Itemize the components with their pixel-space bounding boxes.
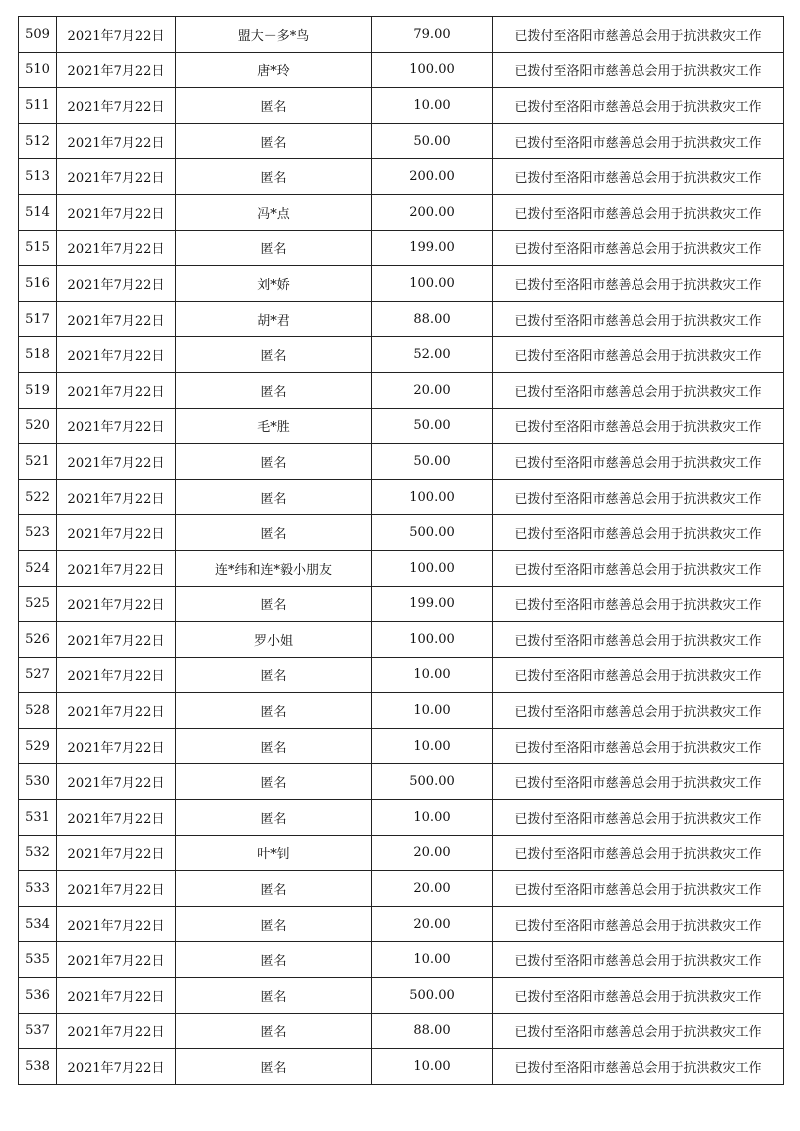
row-number: 516: [19, 266, 57, 302]
table-row: [19, 52, 784, 88]
donation-date: 2021年7月22日: [57, 88, 176, 124]
donor-name: 匿名: [176, 159, 372, 195]
donation-amount: 100.00: [372, 479, 493, 515]
donation-amount: 10.00: [372, 693, 493, 729]
table-row: [19, 942, 784, 978]
allocation-note: 已拨付至洛阳市慈善总会用于抗洪救灾工作: [493, 728, 784, 764]
donation-amount: 100.00: [372, 52, 493, 88]
table-row: [19, 1049, 784, 1085]
row-number: 517: [19, 301, 57, 337]
donation-date: 2021年7月22日: [57, 1013, 176, 1049]
allocation-note: 已拨付至洛阳市慈善总会用于抗洪救灾工作: [493, 408, 784, 444]
donation-date: 2021年7月22日: [57, 194, 176, 230]
donor-name: 匿名: [176, 123, 372, 159]
row-number: 520: [19, 408, 57, 444]
donor-name: 匿名: [176, 1049, 372, 1085]
donor-name: 盟大－多*鸟: [176, 17, 372, 53]
allocation-note: 已拨付至洛阳市慈善总会用于抗洪救灾工作: [493, 1049, 784, 1085]
donor-name: 罗小姐: [176, 622, 372, 658]
table-row: [19, 230, 784, 266]
donation-date: 2021年7月22日: [57, 550, 176, 586]
allocation-note: 已拨付至洛阳市慈善总会用于抗洪救灾工作: [493, 301, 784, 337]
donation-amount: 200.00: [372, 194, 493, 230]
table-row: [19, 871, 784, 907]
donation-date: 2021年7月22日: [57, 515, 176, 551]
donation-date: 2021年7月22日: [57, 123, 176, 159]
table-row: [19, 515, 784, 551]
table-row: [19, 978, 784, 1014]
donor-name: 连*纬和连*毅小朋友: [176, 550, 372, 586]
donor-name: 匿名: [176, 1013, 372, 1049]
table-row: [19, 408, 784, 444]
donation-date: 2021年7月22日: [57, 408, 176, 444]
donation-amount: 10.00: [372, 800, 493, 836]
allocation-note: 已拨付至洛阳市慈善总会用于抗洪救灾工作: [493, 906, 784, 942]
row-number: 532: [19, 835, 57, 871]
donation-amount: 199.00: [372, 586, 493, 622]
donation-date: 2021年7月22日: [57, 728, 176, 764]
donation-amount: 100.00: [372, 622, 493, 658]
donation-date: 2021年7月22日: [57, 657, 176, 693]
donation-date: 2021年7月22日: [57, 906, 176, 942]
donor-name: 毛*胜: [176, 408, 372, 444]
donor-name: 匿名: [176, 337, 372, 373]
donor-name: 匿名: [176, 372, 372, 408]
donation-amount: 88.00: [372, 1013, 493, 1049]
table-row: [19, 88, 784, 124]
row-number: 529: [19, 728, 57, 764]
donation-amount: 10.00: [372, 942, 493, 978]
donation-date: 2021年7月22日: [57, 1049, 176, 1085]
donor-name: 匿名: [176, 800, 372, 836]
donation-table: [18, 16, 784, 1085]
donation-amount: 79.00: [372, 17, 493, 53]
donor-name: 冯*点: [176, 194, 372, 230]
allocation-note: 已拨付至洛阳市慈善总会用于抗洪救灾工作: [493, 1013, 784, 1049]
allocation-note: 已拨付至洛阳市慈善总会用于抗洪救灾工作: [493, 17, 784, 53]
allocation-note: 已拨付至洛阳市慈善总会用于抗洪救灾工作: [493, 622, 784, 658]
row-number: 522: [19, 479, 57, 515]
donation-date: 2021年7月22日: [57, 17, 176, 53]
table-row: [19, 728, 784, 764]
allocation-note: 已拨付至洛阳市慈善总会用于抗洪救灾工作: [493, 586, 784, 622]
donation-amount: 20.00: [372, 372, 493, 408]
table-row: [19, 693, 784, 729]
donor-name: 叶*钊: [176, 835, 372, 871]
row-number: 538: [19, 1049, 57, 1085]
allocation-note: 已拨付至洛阳市慈善总会用于抗洪救灾工作: [493, 159, 784, 195]
donation-amount: 88.00: [372, 301, 493, 337]
table-row: [19, 906, 784, 942]
row-number: 536: [19, 978, 57, 1014]
donation-date: 2021年7月22日: [57, 942, 176, 978]
donation-date: 2021年7月22日: [57, 372, 176, 408]
table-row: [19, 1013, 784, 1049]
allocation-note: 已拨付至洛阳市慈善总会用于抗洪救灾工作: [493, 479, 784, 515]
table-row: [19, 444, 784, 480]
donor-name: 匿名: [176, 586, 372, 622]
allocation-note: 已拨付至洛阳市慈善总会用于抗洪救灾工作: [493, 800, 784, 836]
allocation-note: 已拨付至洛阳市慈善总会用于抗洪救灾工作: [493, 194, 784, 230]
donation-amount: 200.00: [372, 159, 493, 195]
row-number: 526: [19, 622, 57, 658]
row-number: 513: [19, 159, 57, 195]
row-number: 514: [19, 194, 57, 230]
donation-date: 2021年7月22日: [57, 835, 176, 871]
donation-amount: 500.00: [372, 764, 493, 800]
donation-amount: 20.00: [372, 835, 493, 871]
table-row: [19, 301, 784, 337]
donation-amount: 199.00: [372, 230, 493, 266]
table-row: [19, 835, 784, 871]
donor-name: 唐*玲: [176, 52, 372, 88]
allocation-note: 已拨付至洛阳市慈善总会用于抗洪救灾工作: [493, 835, 784, 871]
row-number: 528: [19, 693, 57, 729]
row-number: 530: [19, 764, 57, 800]
donor-name: 匿名: [176, 906, 372, 942]
donation-date: 2021年7月22日: [57, 444, 176, 480]
row-number: 512: [19, 123, 57, 159]
donor-name: 匿名: [176, 88, 372, 124]
donor-name: 匿名: [176, 693, 372, 729]
allocation-note: 已拨付至洛阳市慈善总会用于抗洪救灾工作: [493, 978, 784, 1014]
donation-date: 2021年7月22日: [57, 230, 176, 266]
donation-date: 2021年7月22日: [57, 871, 176, 907]
allocation-note: 已拨付至洛阳市慈善总会用于抗洪救灾工作: [493, 871, 784, 907]
donation-amount: 100.00: [372, 266, 493, 302]
row-number: 525: [19, 586, 57, 622]
table-row: [19, 123, 784, 159]
table-row: [19, 194, 784, 230]
donation-amount: 100.00: [372, 550, 493, 586]
row-number: 521: [19, 444, 57, 480]
donor-name: 匿名: [176, 871, 372, 907]
donation-date: 2021年7月22日: [57, 266, 176, 302]
donation-date: 2021年7月22日: [57, 978, 176, 1014]
donation-date: 2021年7月22日: [57, 159, 176, 195]
donation-amount: 50.00: [372, 408, 493, 444]
table-row: [19, 586, 784, 622]
table-row: [19, 550, 784, 586]
donation-date: 2021年7月22日: [57, 52, 176, 88]
donation-date: 2021年7月22日: [57, 586, 176, 622]
donation-amount: 50.00: [372, 123, 493, 159]
donation-amount: 52.00: [372, 337, 493, 373]
allocation-note: 已拨付至洛阳市慈善总会用于抗洪救灾工作: [493, 515, 784, 551]
allocation-note: 已拨付至洛阳市慈善总会用于抗洪救灾工作: [493, 942, 784, 978]
donation-date: 2021年7月22日: [57, 764, 176, 800]
donation-amount: 10.00: [372, 728, 493, 764]
donation-date: 2021年7月22日: [57, 800, 176, 836]
row-number: 519: [19, 372, 57, 408]
donor-name: 胡*君: [176, 301, 372, 337]
row-number: 515: [19, 230, 57, 266]
row-number: 523: [19, 515, 57, 551]
allocation-note: 已拨付至洛阳市慈善总会用于抗洪救灾工作: [493, 266, 784, 302]
table-row: [19, 622, 784, 658]
donor-name: 匿名: [176, 444, 372, 480]
donation-amount: 500.00: [372, 978, 493, 1014]
donor-name: 匿名: [176, 230, 372, 266]
table-row: [19, 266, 784, 302]
donation-date: 2021年7月22日: [57, 337, 176, 373]
allocation-note: 已拨付至洛阳市慈善总会用于抗洪救灾工作: [493, 88, 784, 124]
donor-name: 匿名: [176, 657, 372, 693]
table-row: [19, 800, 784, 836]
row-number: 524: [19, 550, 57, 586]
row-number: 510: [19, 52, 57, 88]
donation-amount: 10.00: [372, 88, 493, 124]
allocation-note: 已拨付至洛阳市慈善总会用于抗洪救灾工作: [493, 123, 784, 159]
table-row: [19, 764, 784, 800]
row-number: 533: [19, 871, 57, 907]
row-number: 511: [19, 88, 57, 124]
allocation-note: 已拨付至洛阳市慈善总会用于抗洪救灾工作: [493, 230, 784, 266]
donation-table-body: [19, 17, 784, 1085]
table-row: [19, 372, 784, 408]
donor-name: 匿名: [176, 764, 372, 800]
donor-name: 匿名: [176, 978, 372, 1014]
donation-amount: 50.00: [372, 444, 493, 480]
row-number: 527: [19, 657, 57, 693]
allocation-note: 已拨付至洛阳市慈善总会用于抗洪救灾工作: [493, 764, 784, 800]
row-number: 534: [19, 906, 57, 942]
donation-amount: 20.00: [372, 871, 493, 907]
allocation-note: 已拨付至洛阳市慈善总会用于抗洪救灾工作: [493, 372, 784, 408]
donation-date: 2021年7月22日: [57, 301, 176, 337]
row-number: 509: [19, 17, 57, 53]
table-row: [19, 337, 784, 373]
donor-name: 匿名: [176, 515, 372, 551]
donor-name: 匿名: [176, 479, 372, 515]
donation-amount: 10.00: [372, 657, 493, 693]
allocation-note: 已拨付至洛阳市慈善总会用于抗洪救灾工作: [493, 550, 784, 586]
allocation-note: 已拨付至洛阳市慈善总会用于抗洪救灾工作: [493, 444, 784, 480]
row-number: 537: [19, 1013, 57, 1049]
row-number: 518: [19, 337, 57, 373]
donor-name: 刘*娇: [176, 266, 372, 302]
allocation-note: 已拨付至洛阳市慈善总会用于抗洪救灾工作: [493, 52, 784, 88]
allocation-note: 已拨付至洛阳市慈善总会用于抗洪救灾工作: [493, 693, 784, 729]
table-row: [19, 17, 784, 53]
allocation-note: 已拨付至洛阳市慈善总会用于抗洪救灾工作: [493, 657, 784, 693]
donor-name: 匿名: [176, 728, 372, 764]
donation-amount: 20.00: [372, 906, 493, 942]
donation-amount: 500.00: [372, 515, 493, 551]
donor-name: 匿名: [176, 942, 372, 978]
row-number: 535: [19, 942, 57, 978]
allocation-note: 已拨付至洛阳市慈善总会用于抗洪救灾工作: [493, 337, 784, 373]
row-number: 531: [19, 800, 57, 836]
table-row: [19, 657, 784, 693]
donation-date: 2021年7月22日: [57, 622, 176, 658]
donation-amount: 10.00: [372, 1049, 493, 1085]
donation-date: 2021年7月22日: [57, 479, 176, 515]
table-row: [19, 479, 784, 515]
donation-date: 2021年7月22日: [57, 693, 176, 729]
table-row: [19, 159, 784, 195]
